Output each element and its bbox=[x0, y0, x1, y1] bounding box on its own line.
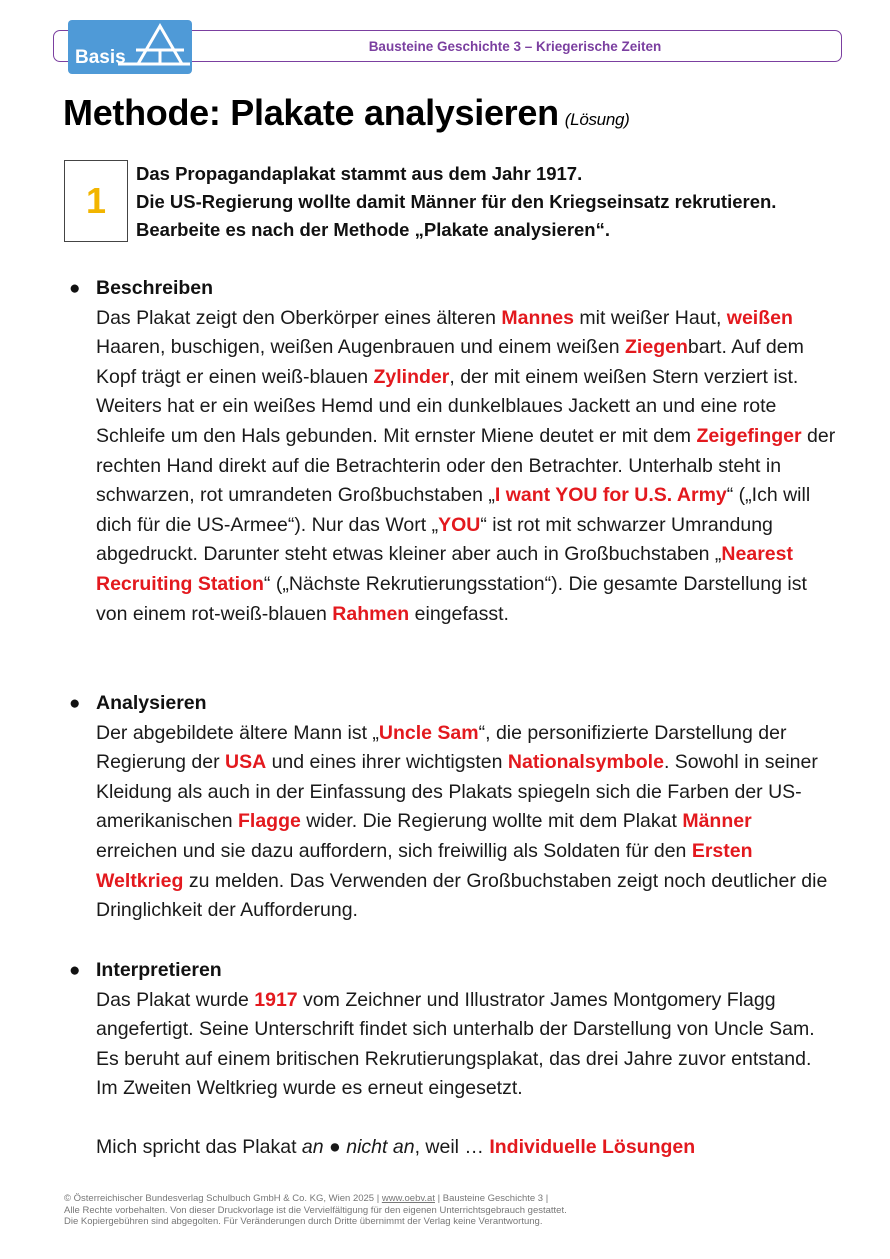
paragraph-text: “ („Nächste Rekrutierungsstation“). Die gesamte Darstellung ist von einem rot-weiß-blauen bbox=[96, 572, 807, 625]
paragraph-text: der rechten Hand direkt auf die Betrachterin oder den Betrachter. Unterhalb steht in schwarzen, rot umrandeten Großbuchstaben „ bbox=[96, 424, 836, 507]
paragraph-text: eingefasst. bbox=[409, 602, 509, 625]
footer-line: Die Kopiergebühren sind abgegolten. Für Veränderungen durch Dritte übernimmt der Verlag keine Verantwortung. bbox=[64, 1216, 543, 1227]
paragraph-text: vom Zeichner und Illustrator James Montgomery Flagg angefertigt. Seine Unterschrift findet sich unterhalb der Darstellung von Uncle Sam. Es beruht auf einem britischen Rekrutierungsplakat, das drei Jahre zuvor entstand. Im Zweiten Weltkrieg wurde es erneut eingesetzt. bbox=[96, 988, 815, 1100]
keyword: Männer bbox=[682, 810, 752, 833]
task-line: Das Propagandaplakat stammt aus dem Jahr 1917. bbox=[136, 163, 583, 184]
paragraph-text: Das Plakat zeigt den Oberkörper eines älteren bbox=[96, 306, 502, 329]
task-instructions bbox=[136, 160, 776, 244]
keyword: Rahmen bbox=[332, 602, 410, 625]
keyword: I want YOU for U.S. Army bbox=[494, 484, 727, 507]
footer bbox=[64, 1193, 567, 1228]
keyword: USA bbox=[225, 751, 267, 774]
page-title-text: Methode: Plakate analysieren bbox=[63, 92, 559, 133]
bullet-icon: ● bbox=[69, 960, 81, 981]
series-title: Bausteine Geschichte 3 – Kriegerische Zeiten bbox=[368, 39, 662, 54]
paragraph-text: “, die personifizierte Darstellung der Regierung der bbox=[96, 721, 787, 774]
keyword: Mannes bbox=[501, 306, 574, 329]
answer-text: Individuelle Lösungen bbox=[489, 1136, 696, 1158]
task-line: Bearbeite es nach der Methode „Plakate analysieren“. bbox=[136, 219, 610, 240]
paragraph-text: Haaren, buschigen, weißen Augenbrauen und einem weißen bbox=[96, 336, 626, 359]
footer-link[interactable]: www.oebv.at bbox=[381, 1193, 435, 1204]
keyword: Ersten Weltkrieg bbox=[96, 839, 753, 892]
paragraph-text: . Sowohl in seiner Kleidung als auch in der Einfassung des Plakats spiegeln sich die Farben der US-amerikanischen bbox=[96, 751, 818, 833]
section-heading: Analysieren bbox=[96, 692, 207, 714]
closing-text: Mich spricht das Plakat bbox=[96, 1136, 302, 1158]
option-separator: ● bbox=[323, 1136, 347, 1158]
paragraph-text: wider. Die Regierung wollte mit dem Plakat bbox=[300, 810, 683, 833]
keyword: weißen bbox=[726, 306, 793, 329]
section-heading: Interpretieren bbox=[96, 959, 222, 981]
keyword: Zeigefinger bbox=[696, 424, 802, 447]
keyword: Nationalsymbole bbox=[507, 751, 664, 774]
keyword: Ziegen bbox=[625, 336, 688, 359]
paragraph-text: “ ist rot mit schwarzer Umrandung abgedruckt. Darunter steht etwas kleiner aber auch in Großbuchstaben „ bbox=[96, 513, 773, 566]
paragraph-text: Der abgebildete ältere Mann ist „ bbox=[96, 721, 379, 744]
basis-logo bbox=[68, 20, 192, 74]
closing-statement bbox=[96, 1133, 695, 1163]
page-subtitle: (Lösung) bbox=[564, 110, 630, 129]
keyword: Uncle Sam bbox=[378, 721, 479, 744]
keyword: 1917 bbox=[254, 988, 298, 1011]
paragraph-text: zu melden. Das Verwenden der Großbuchstaben zeigt noch deutlicher die Dringlichkeit der Aufforderung. bbox=[96, 869, 828, 922]
section-describe bbox=[69, 274, 836, 629]
paragraph-text: “ („Ich will dich für die US-Armee“). Nur das Wort „ bbox=[96, 484, 811, 536]
option-an: an bbox=[301, 1136, 324, 1158]
paragraph-text: bart. Auf dem Kopf trägt er einen weiß-blauen bbox=[96, 336, 804, 388]
footer-line bbox=[64, 1193, 567, 1205]
page-title bbox=[63, 92, 630, 134]
keyword: Nearest Recruiting Station bbox=[96, 543, 793, 595]
task-line: Die US-Regierung wollte damit Männer für den Kriegseinsatz rekrutieren. bbox=[136, 191, 777, 212]
keyword: Zylinder bbox=[373, 365, 450, 388]
paragraph-text: und eines ihrer wichtigsten bbox=[266, 751, 508, 774]
paragraph-text: , der mit einem weißen Stern verziert ist. Weiters hat er ein weißes Hemd und ein dunkelblaues Jackett an und eine rote Schleife um den Hals gebunden. Mit ernster Miene deutet er mit dem bbox=[96, 365, 799, 447]
keyword: YOU bbox=[438, 513, 481, 536]
footer-line: Alle Rechte vorbehalten. Von dieser Druckvorlage ist die Vervielfältigung für den eigenen Unterrichtsgebrauch gestattet. bbox=[64, 1204, 567, 1216]
section-analyse bbox=[69, 689, 836, 926]
option-nicht-an: nicht an bbox=[346, 1136, 415, 1158]
bullet-icon: ● bbox=[69, 278, 81, 299]
paragraph-text: Das Plakat wurde bbox=[96, 988, 255, 1011]
footer-text: | Bausteine Geschichte 3 | bbox=[434, 1193, 549, 1204]
section-interpret bbox=[69, 956, 836, 1104]
paragraph-text: erreichen und sie dazu auffordern, sich freiwillig als Soldaten für den bbox=[96, 839, 692, 862]
task-number-box bbox=[64, 160, 128, 242]
section-heading: Beschreiben bbox=[96, 277, 214, 299]
task-number: 1 bbox=[85, 180, 107, 221]
logo-text: Basis bbox=[75, 47, 126, 68]
bullet-icon: ● bbox=[69, 693, 81, 714]
keyword: Flagge bbox=[237, 810, 301, 833]
footer-text: © Österreichischer Bundesverlag Schulbuch GmbH & Co. KG, Wien 2025 | bbox=[64, 1193, 382, 1204]
closing-text: , weil … bbox=[414, 1136, 490, 1158]
paragraph-text: mit weißer Haut, bbox=[574, 306, 727, 329]
